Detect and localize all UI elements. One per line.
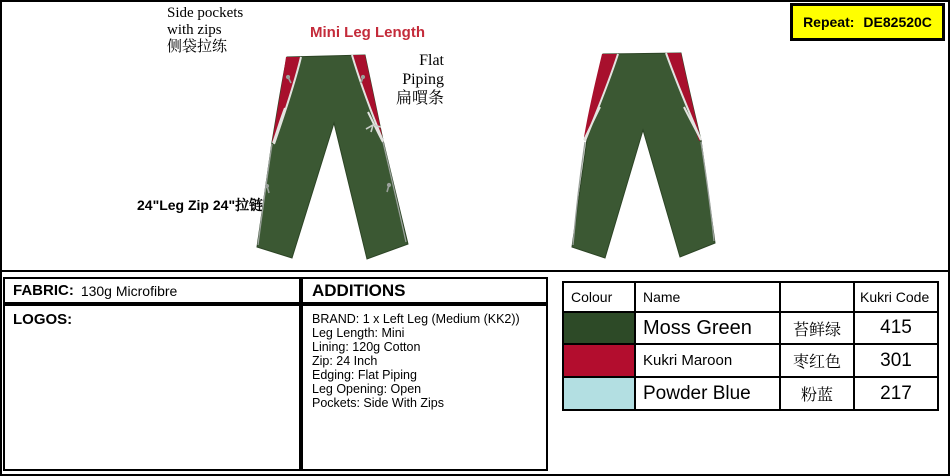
- additions-line: Leg Opening: Open: [312, 382, 422, 396]
- repeat-code-box: [790, 3, 945, 41]
- back-body: [572, 53, 715, 258]
- colour-name: Kukri Maroon: [635, 344, 780, 377]
- repeat-label: Repeat:: [803, 14, 855, 30]
- colour-name: Powder Blue: [635, 377, 780, 410]
- logos-box: [3, 304, 301, 471]
- front-body: [257, 55, 408, 259]
- front-view-drawing: [230, 48, 450, 270]
- fabric-label: FABRIC:: [13, 282, 74, 299]
- additions-content: [301, 304, 548, 471]
- table-row: [563, 377, 938, 410]
- table-row: [563, 312, 938, 344]
- colour-chinese: 苔鲜绿: [780, 312, 854, 344]
- colour-table: [562, 281, 939, 411]
- additions-line: Pockets: Side With Zips: [312, 396, 444, 410]
- kukri-maroon-swatch: [564, 345, 634, 376]
- back-view-drawing: [560, 45, 725, 265]
- header-chinese: [780, 282, 854, 312]
- header-colour: Colour: [563, 282, 635, 312]
- colour-code: 301: [854, 344, 938, 377]
- section-divider: [2, 270, 948, 272]
- side-pockets-line1: Side pockets: [167, 5, 244, 21]
- mini-leg-length-annotation: Mini Leg Length: [310, 24, 425, 41]
- side-pockets-line2: with zips: [167, 22, 222, 38]
- additions-line: Lining: 120g Cotton: [312, 340, 421, 354]
- fabric-value: 130g Microfibre: [80, 282, 178, 299]
- moss-green-swatch: [564, 313, 634, 343]
- logos-label: LOGOS:: [13, 311, 73, 328]
- repeat-code: DE82520C: [863, 14, 932, 30]
- colour-chinese: 枣红色: [780, 344, 854, 377]
- table-row: [563, 344, 938, 377]
- additions-line: Leg Length: Mini: [312, 326, 405, 340]
- colour-chinese: 粉蓝: [780, 377, 854, 410]
- powder-blue-swatch: [564, 378, 634, 409]
- additions-line: Edging: Flat Piping: [312, 368, 417, 382]
- additions-line: Zip: 24 Inch: [312, 354, 378, 368]
- colour-code: 415: [854, 312, 938, 344]
- colour-code: 217: [854, 377, 938, 410]
- side-pockets-line3: 侧袋拉练: [167, 39, 228, 55]
- colour-table-header-row: [563, 282, 938, 312]
- additions-line: BRAND: 1 x Left Leg (Medium (KK2)): [312, 312, 520, 326]
- colour-name: Moss Green: [635, 312, 780, 344]
- flat-piping-line1: Flat Piping: [402, 52, 444, 88]
- leg-zip-annotation: 24"Leg Zip 24"拉链: [137, 197, 264, 213]
- header-name: Name: [635, 282, 780, 312]
- fabric-box: [3, 277, 301, 304]
- flat-piping-line2: 扁嘪条: [395, 90, 444, 107]
- header-kukri-code: Kukri Code: [854, 282, 938, 312]
- additions-header: ADDITIONS: [301, 277, 548, 304]
